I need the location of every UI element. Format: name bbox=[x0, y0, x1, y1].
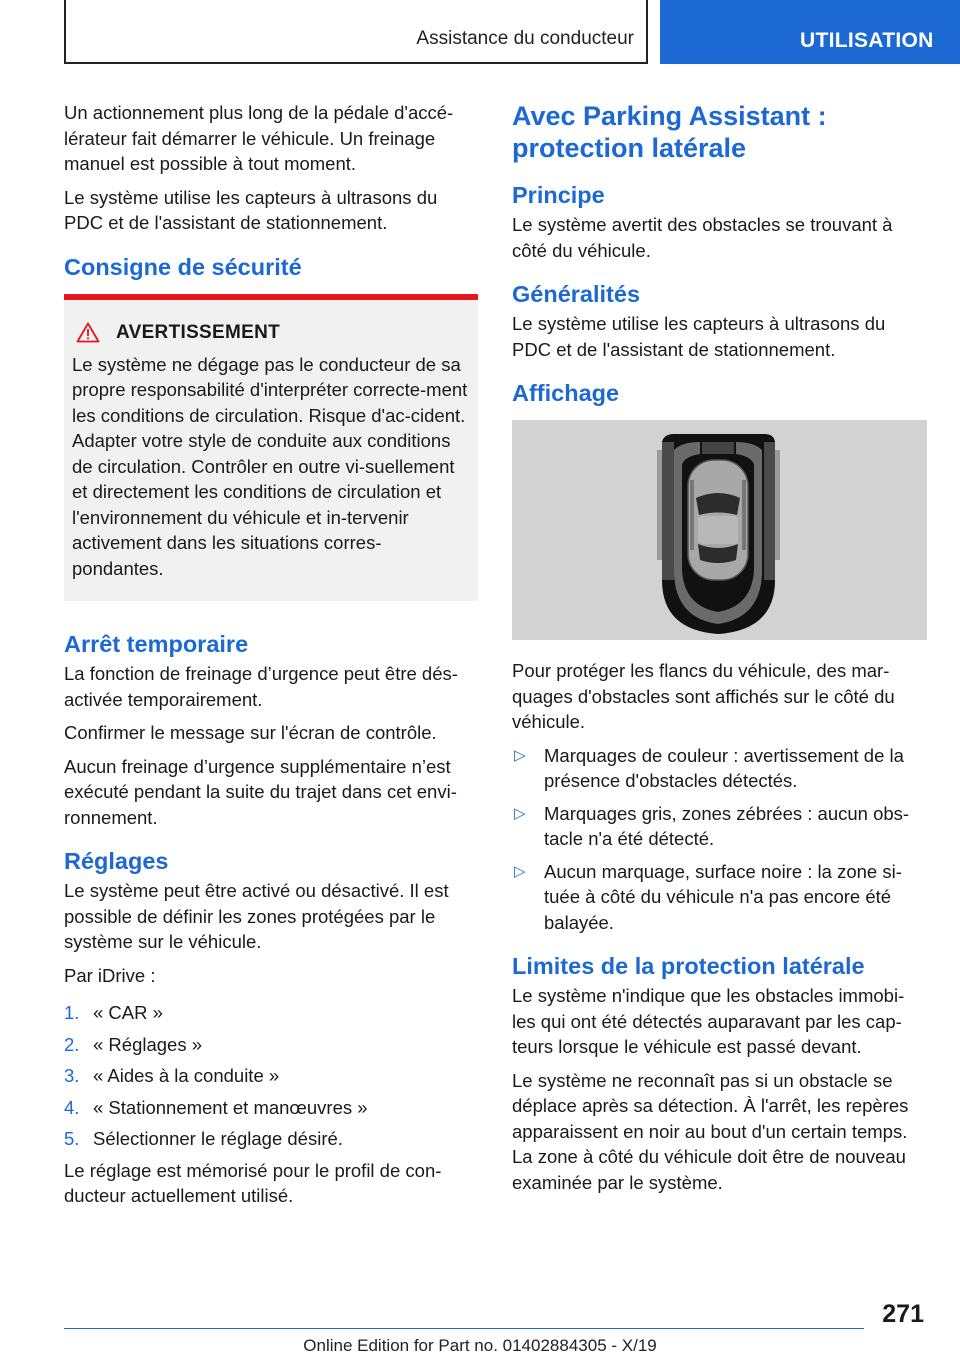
general-heading: Généralités bbox=[512, 281, 641, 307]
principle-text: Le système avertit des obstacles se trouvant à côté du véhicule. bbox=[512, 214, 893, 261]
list-item bbox=[512, 801, 926, 852]
limits-heading: Limites de la protection latérale bbox=[512, 953, 865, 979]
display-text: Pour protéger les flancs du véhicule, des mar-quages d'obstacles sont affichés sur le côté du véhicule. bbox=[512, 660, 895, 732]
triangle-bullet-icon: ▷ bbox=[514, 746, 526, 764]
settings-paragraph: Par iDrive : bbox=[64, 964, 156, 986]
pause-paragraph: La fonction de freinage d’urgence peut être dés-activée temporairement. bbox=[64, 663, 458, 710]
bullet-text: Marquages de couleur : avertissement de la présence d'obstacles détectés. bbox=[544, 744, 904, 791]
list-item bbox=[64, 1095, 478, 1121]
intro-paragraph: Un actionnement plus long de la pédale d'accé-lérateur fait démarrer le véhicule. Un freinage manuel est possible à tout moment. bbox=[64, 102, 454, 174]
pause-paragraph: Aucun freinage d’urgence supplémentaire n’est exécuté pendant la suite du trajet dans cet envi-ronnement. bbox=[64, 755, 457, 828]
bullet-text: Marquages gris, zones zébrées : aucun obs-tacle n'a été détecté. bbox=[544, 802, 910, 849]
right-column bbox=[512, 100, 926, 1203]
footer-edition: Online Edition for Part no. 01402884305 - X/19 bbox=[303, 1336, 657, 1355]
marking-legend-list bbox=[512, 743, 926, 936]
header-section-title: Assistance du conducteur bbox=[416, 28, 634, 49]
display-heading: Affichage bbox=[512, 380, 620, 406]
page-number: 271 bbox=[882, 1300, 924, 1328]
step-text: « Stationnement et manœuvres » bbox=[93, 1096, 368, 1118]
step-text: « Réglages » bbox=[93, 1033, 203, 1055]
header-chapter-tab: UTILISATION bbox=[660, 0, 960, 64]
list-item bbox=[64, 1032, 478, 1058]
warning-title: AVERTISSEMENT bbox=[116, 321, 281, 343]
general-text: Le système utilise les capteurs à ultrasons du PDC et de l'assistant de stationnement. bbox=[512, 313, 886, 360]
list-item bbox=[64, 1063, 478, 1089]
list-item bbox=[512, 859, 926, 936]
settings-outro: Le réglage est mémorisé pour le profil de con-ducteur actuellement utilisé. bbox=[64, 1159, 442, 1206]
footer-divider bbox=[64, 1328, 864, 1329]
step-number: 1. bbox=[64, 1002, 80, 1023]
warning-triangle-icon bbox=[76, 322, 100, 343]
list-item bbox=[64, 1000, 478, 1026]
warning-title-row bbox=[72, 322, 470, 344]
limits-paragraph: Le système ne reconnaît pas si un obstacle se déplace après sa détection. À l'arrêt, les repères apparaissent en noir au bout d'un certain temps. La zone à côté du véhicule doit être de nouveau examinée par le système. bbox=[512, 1069, 909, 1193]
limits-paragraph: Le système n'indique que les obstacles immobi-les qui ont été détectés auparavant par les cap-teurs lorsque le véhicule est passé devant. bbox=[512, 985, 905, 1057]
section-title: Avec Parking Assistant : protection latérale bbox=[512, 101, 827, 163]
left-column bbox=[64, 100, 478, 1217]
step-number: 2. bbox=[64, 1033, 80, 1055]
triangle-bullet-icon: ▷ bbox=[514, 804, 526, 822]
settings-heading: Réglages bbox=[64, 848, 169, 874]
safety-heading: Consigne de sécurité bbox=[64, 253, 302, 280]
side-protection-illustration bbox=[512, 420, 927, 640]
pause-heading: Arrêt temporaire bbox=[64, 631, 249, 657]
pause-paragraph: Confirmer le message sur l'écran de contrôle. bbox=[64, 722, 437, 743]
bullet-text: Aucun marquage, surface noire : la zone si-tuée à côté du véhicule n'a pas encore été balayée. bbox=[544, 860, 902, 933]
idrive-steps-list bbox=[64, 1000, 478, 1152]
step-number: 5. bbox=[64, 1128, 80, 1149]
list-item bbox=[512, 743, 926, 794]
warning-text: Le système ne dégage pas le conducteur de sa propre responsabilité d'interpréter correcte-ment les conditions de circulation. Risque d'ac-cident. Adapter votre style de conduite aux conditions de circulation. Contrôler en outre vi-suellement et directement les conditions de circulation et l'environnement du véhicule et in-tervenir activement dans les situations corres-pondantes. bbox=[72, 353, 468, 579]
step-text: « CAR » bbox=[93, 1002, 163, 1023]
warning-box bbox=[64, 294, 478, 602]
principle-heading: Principe bbox=[512, 182, 605, 208]
settings-paragraph: Le système peut être activé ou désactivé. Il est possible de définir les zones protégées par le système sur le véhicule. bbox=[64, 880, 449, 952]
step-number: 4. bbox=[64, 1096, 80, 1118]
step-text: « Aides à la conduite » bbox=[93, 1065, 280, 1086]
intro-paragraph: Le système utilise les capteurs à ultrasons du PDC et de l'assistant de stationnement. bbox=[64, 186, 438, 233]
step-text: Sélectionner le réglage désiré. bbox=[93, 1128, 343, 1149]
triangle-bullet-icon: ▷ bbox=[514, 862, 526, 880]
step-number: 3. bbox=[64, 1065, 80, 1086]
list-item bbox=[64, 1126, 478, 1152]
header-frame bbox=[64, 0, 648, 64]
